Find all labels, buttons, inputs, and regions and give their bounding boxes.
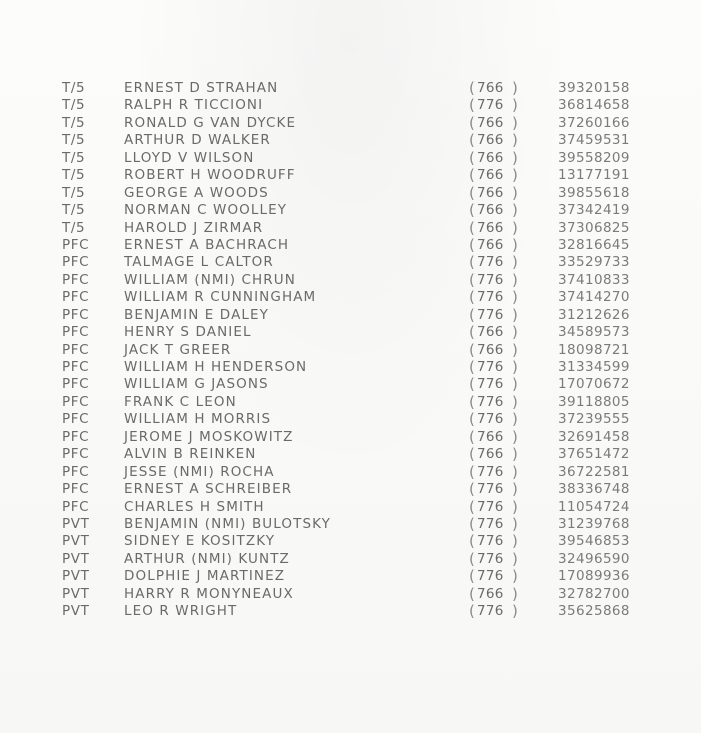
open-paren: (	[469, 113, 476, 132]
roster-row	[62, 115, 682, 132]
serial-cell: 32816645	[558, 236, 630, 253]
roster-row	[62, 272, 682, 289]
open-paren: (	[469, 166, 476, 185]
rank-cell: PFC	[62, 481, 90, 498]
name-cell: WILLIAM G JASONS	[124, 376, 269, 393]
open-paren: (	[469, 305, 476, 324]
close-paren: )	[512, 201, 519, 220]
name-cell: WILLIAM (NMI) CHRUN	[124, 271, 296, 288]
roster-row	[62, 307, 682, 324]
name-cell: JESSE (NMI) ROCHA	[124, 463, 275, 480]
serial-cell: 39855618	[558, 184, 630, 201]
serial-cell: 17070672	[558, 376, 630, 393]
serial-cell: 13177191	[558, 167, 630, 184]
close-paren: )	[512, 462, 519, 481]
rank-cell: T/5	[62, 97, 86, 114]
name-cell: ARTHUR D WALKER	[124, 132, 271, 149]
open-paren: (	[469, 497, 476, 516]
open-paren: (	[469, 340, 476, 359]
code-cell: 766	[477, 585, 504, 602]
name-cell: ERNEST A BACHRACH	[124, 236, 290, 253]
code-cell: 766	[477, 324, 504, 341]
code-cell: 766	[477, 428, 504, 445]
roster-row	[62, 551, 682, 568]
close-paren: )	[512, 375, 519, 394]
serial-cell: 32782700	[558, 585, 630, 602]
close-paren: )	[512, 113, 519, 132]
serial-cell: 38336748	[558, 481, 630, 498]
serial-cell: 34589573	[558, 324, 630, 341]
code-cell: 776	[477, 463, 504, 480]
roster-row	[62, 167, 682, 184]
close-paren: )	[512, 584, 519, 603]
code-cell: 776	[477, 393, 504, 410]
code-cell: 766	[477, 132, 504, 149]
open-paren: (	[469, 148, 476, 167]
close-paren: )	[512, 183, 519, 202]
open-paren: (	[469, 480, 476, 499]
rank-cell: PFC	[62, 359, 90, 375]
open-paren: (	[469, 79, 476, 97]
serial-cell: 39546853	[558, 533, 630, 550]
serial-cell: 37651472	[558, 446, 630, 463]
code-cell: 776	[477, 603, 504, 620]
rank-cell: PFC	[62, 341, 90, 358]
rank-cell: T/5	[62, 80, 86, 96]
code-cell: 766	[477, 202, 504, 219]
serial-cell: 17089936	[558, 568, 630, 585]
code-cell: 776	[477, 498, 504, 515]
roster-row	[62, 324, 682, 341]
serial-cell: 18098721	[558, 341, 630, 358]
name-cell: SIDNEY E KOSITZKY	[124, 533, 276, 550]
serial-cell: 36814658	[558, 97, 630, 114]
name-cell: RONALD G VAN DYCKE	[124, 114, 297, 131]
roster-row	[62, 429, 682, 446]
close-paren: )	[512, 166, 519, 185]
name-cell: HAROLD J ZIRMAR	[124, 219, 264, 236]
open-paren: (	[469, 410, 476, 429]
roster-row	[62, 499, 682, 516]
name-cell: RALPH R TICCIONI	[124, 97, 264, 114]
code-cell: 776	[477, 376, 504, 393]
code-cell: 766	[477, 184, 504, 201]
name-cell: HARRY R MONYNEAUX	[124, 585, 294, 602]
code-cell: 776	[477, 481, 504, 498]
open-paren: (	[469, 323, 476, 342]
serial-cell: 35625868	[558, 603, 630, 620]
name-cell: LEO R WRIGHT	[124, 603, 238, 620]
code-cell: 776	[477, 359, 504, 375]
name-cell: ERNEST D STRAHAN	[124, 80, 279, 96]
name-cell: BENJAMIN (NMI) BULOTSKY	[124, 515, 331, 532]
roster-row	[62, 202, 682, 219]
name-cell: WILLIAM H HENDERSON	[124, 359, 308, 375]
roster-row	[62, 220, 682, 237]
name-cell: FRANK C LEON	[124, 393, 237, 410]
rank-cell: PFC	[62, 428, 90, 445]
rank-cell: PFC	[62, 271, 90, 288]
code-cell: 776	[477, 254, 504, 271]
name-cell: BENJAMIN E DALEY	[124, 306, 269, 323]
close-paren: )	[512, 410, 519, 429]
code-cell: 776	[477, 289, 504, 306]
roster-row	[62, 342, 682, 359]
close-paren: )	[512, 392, 519, 411]
roster-row	[62, 533, 682, 550]
close-paren: )	[512, 514, 519, 533]
close-paren: )	[512, 131, 519, 150]
code-cell: 776	[477, 306, 504, 323]
serial-cell: 31212626	[558, 306, 630, 323]
open-paren: (	[469, 392, 476, 411]
name-cell: ERNEST A SCHREIBER	[124, 481, 293, 498]
open-paren: (	[469, 183, 476, 202]
open-paren: (	[469, 218, 476, 237]
serial-cell: 33529733	[558, 254, 630, 271]
code-cell: 766	[477, 149, 504, 166]
serial-cell: 39558209	[558, 149, 630, 166]
serial-cell: 37459531	[558, 132, 630, 149]
code-cell: 776	[477, 568, 504, 585]
close-paren: )	[512, 235, 519, 254]
roster-row	[62, 394, 682, 411]
rank-cell: PFC	[62, 236, 90, 253]
name-cell: DOLPHIE J MARTINEZ	[124, 568, 286, 585]
rank-cell: PFC	[62, 498, 90, 515]
open-paren: (	[469, 445, 476, 464]
open-paren: (	[469, 514, 476, 533]
close-paren: )	[512, 148, 519, 167]
roster-row	[62, 237, 682, 254]
open-paren: (	[469, 358, 476, 376]
roster-row	[62, 254, 682, 271]
name-cell: ROBERT H WOODRUFF	[124, 167, 296, 184]
close-paren: )	[512, 79, 519, 97]
roster-row	[62, 446, 682, 463]
roster-row	[62, 185, 682, 202]
name-cell: GEORGE A WOODS	[124, 184, 269, 201]
code-cell: 766	[477, 114, 504, 131]
name-cell: ARTHUR (NMI) KUNTZ	[124, 550, 290, 567]
roster-row	[62, 586, 682, 603]
open-paren: (	[469, 549, 476, 568]
roster-row	[62, 464, 682, 481]
rank-cell: PVT	[62, 568, 90, 585]
name-cell: WILLIAM H MORRIS	[124, 411, 272, 428]
name-cell: JACK T GREER	[124, 341, 232, 358]
rank-cell: T/5	[62, 114, 86, 131]
rank-cell: T/5	[62, 167, 86, 184]
open-paren: (	[469, 96, 476, 115]
name-cell: ALVIN B REINKEN	[124, 446, 257, 463]
serial-cell: 37239555	[558, 411, 630, 428]
rank-cell: PVT	[62, 533, 90, 550]
open-paren: (	[469, 201, 476, 220]
rank-cell: T/5	[62, 149, 86, 166]
close-paren: )	[512, 532, 519, 551]
close-paren: )	[512, 218, 519, 237]
open-paren: (	[469, 427, 476, 446]
close-paren: )	[512, 445, 519, 464]
roster-row	[62, 516, 682, 533]
name-cell: HENRY S DANIEL	[124, 324, 252, 341]
serial-cell: 37414270	[558, 289, 630, 306]
roster-row	[62, 481, 682, 498]
rank-cell: PVT	[62, 515, 90, 532]
close-paren: )	[512, 427, 519, 446]
serial-cell: 37342419	[558, 202, 630, 219]
close-paren: )	[512, 602, 519, 621]
serial-cell: 32496590	[558, 550, 630, 567]
code-cell: 776	[477, 271, 504, 288]
roster-row	[62, 289, 682, 306]
code-cell: 776	[477, 97, 504, 114]
open-paren: (	[469, 462, 476, 481]
rank-cell: PFC	[62, 254, 90, 271]
code-cell: 766	[477, 219, 504, 236]
code-cell: 766	[477, 80, 504, 96]
open-paren: (	[469, 567, 476, 586]
name-cell: LLOYD V WILSON	[124, 149, 255, 166]
close-paren: )	[512, 567, 519, 586]
open-paren: (	[469, 253, 476, 272]
open-paren: (	[469, 532, 476, 551]
rank-cell: PFC	[62, 393, 90, 410]
close-paren: )	[512, 305, 519, 324]
name-cell: TALMAGE L CALTOR	[124, 254, 274, 271]
roster-row	[62, 150, 682, 167]
code-cell: 766	[477, 341, 504, 358]
rank-cell: T/5	[62, 132, 86, 149]
serial-cell: 39320158	[558, 80, 630, 96]
serial-cell: 37306825	[558, 219, 630, 236]
rank-cell: PVT	[62, 603, 90, 620]
name-cell: NORMAN C WOOLLEY	[124, 202, 288, 219]
rank-cell: PFC	[62, 446, 90, 463]
name-cell: JEROME J MOSKOWITZ	[124, 428, 294, 445]
open-paren: (	[469, 270, 476, 289]
close-paren: )	[512, 253, 519, 272]
open-paren: (	[469, 584, 476, 603]
code-cell: 776	[477, 411, 504, 428]
open-paren: (	[469, 235, 476, 254]
serial-cell: 11054724	[558, 498, 630, 515]
close-paren: )	[512, 480, 519, 499]
open-paren: (	[469, 288, 476, 307]
roster-row	[62, 80, 682, 97]
rank-cell: T/5	[62, 219, 86, 236]
rank-cell: PFC	[62, 324, 90, 341]
serial-cell: 32691458	[558, 428, 630, 445]
close-paren: )	[512, 358, 519, 376]
rank-cell: PFC	[62, 289, 90, 306]
roster-row	[62, 568, 682, 585]
roster-row	[62, 359, 682, 376]
serial-cell: 31334599	[558, 359, 630, 375]
open-paren: (	[469, 131, 476, 150]
roster-row	[62, 97, 682, 114]
rank-cell: PFC	[62, 306, 90, 323]
name-cell: CHARLES H SMITH	[124, 498, 265, 515]
serial-cell: 37410833	[558, 271, 630, 288]
code-cell: 776	[477, 515, 504, 532]
rank-cell: PFC	[62, 463, 90, 480]
code-cell: 766	[477, 167, 504, 184]
open-paren: (	[469, 375, 476, 394]
rank-cell: T/5	[62, 202, 86, 219]
code-cell: 766	[477, 446, 504, 463]
rank-cell: T/5	[62, 184, 86, 201]
code-cell: 766	[477, 236, 504, 253]
roster-row	[62, 376, 682, 393]
code-cell: 776	[477, 533, 504, 550]
serial-cell: 37260166	[558, 114, 630, 131]
open-paren: (	[469, 602, 476, 621]
roster-row	[62, 132, 682, 149]
close-paren: )	[512, 270, 519, 289]
name-cell: WILLIAM R CUNNINGHAM	[124, 289, 317, 306]
serial-cell: 39118805	[558, 393, 630, 410]
rank-cell: PVT	[62, 550, 90, 567]
roster-row	[62, 411, 682, 428]
close-paren: )	[512, 549, 519, 568]
code-cell: 776	[477, 550, 504, 567]
close-paren: )	[512, 497, 519, 516]
serial-cell: 31239768	[558, 515, 630, 532]
rank-cell: PVT	[62, 585, 90, 602]
serial-cell: 36722581	[558, 463, 630, 480]
close-paren: )	[512, 288, 519, 307]
roster-list	[62, 80, 682, 621]
close-paren: )	[512, 323, 519, 342]
close-paren: )	[512, 96, 519, 115]
rank-cell: PFC	[62, 376, 90, 393]
rank-cell: PFC	[62, 411, 90, 428]
roster-row	[62, 603, 682, 620]
close-paren: )	[512, 340, 519, 359]
